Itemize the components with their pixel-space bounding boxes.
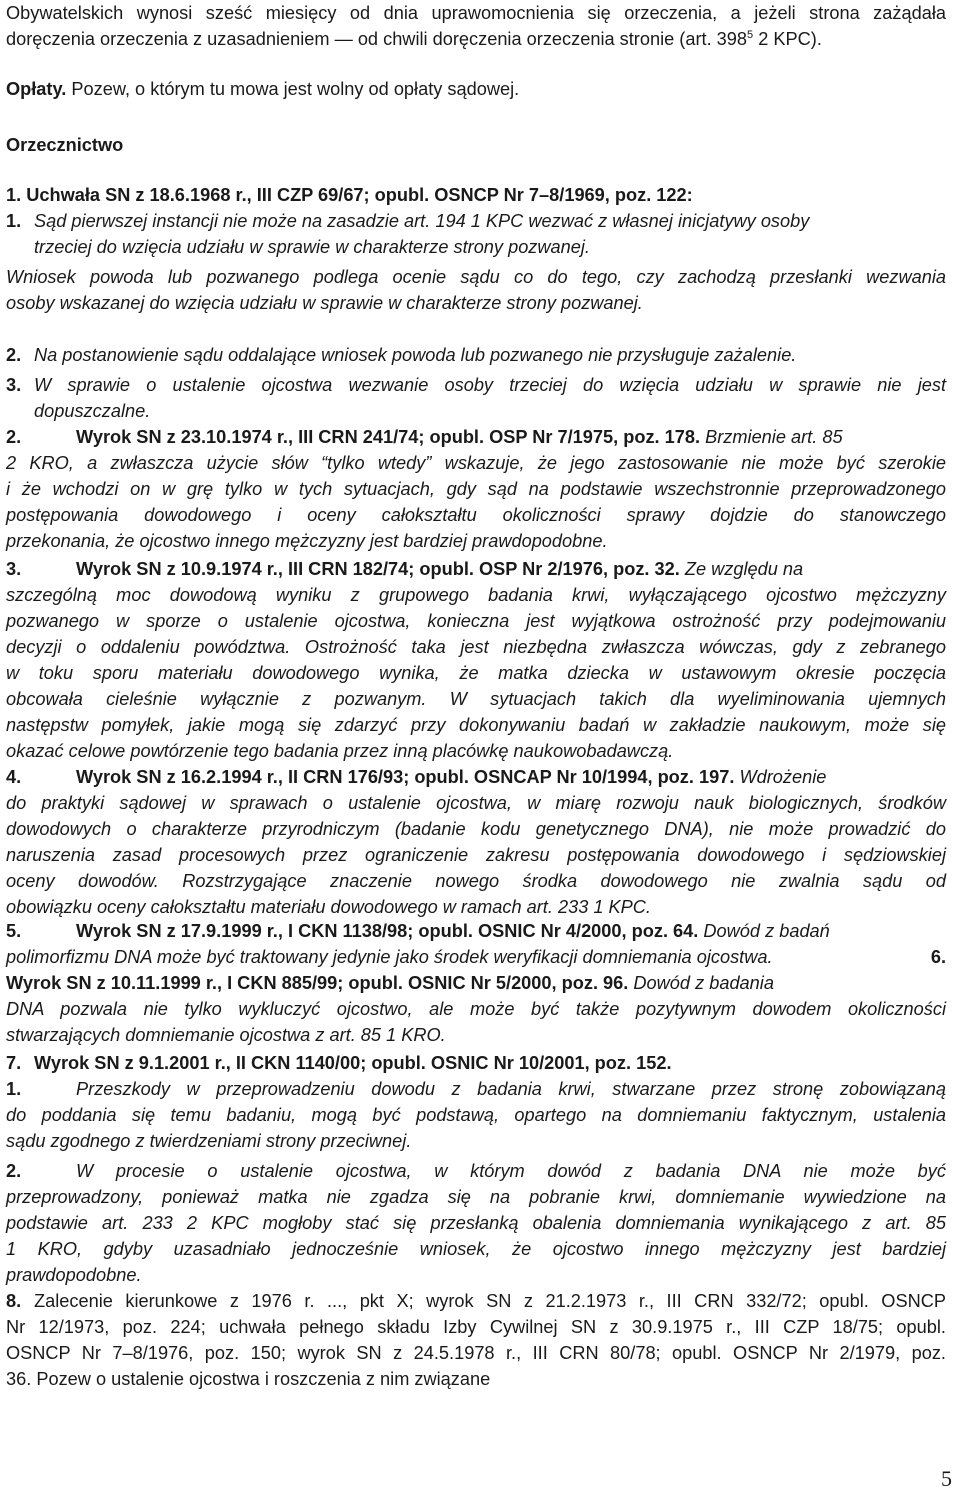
ruling-item: 1. Sąd pierwszej instancji nie może na zasadzie art. 194 1 KPC wezwać z własnej inicjatywy osoby	[6, 211, 810, 231]
text-line: obcowała cieleśnie wyłącznie z pozwanym. W sytuacjach takich dla wyeliminowania ujemnych	[6, 689, 946, 709]
text-line: następstw pomyłek, jakie mogą się zdarzyć przy dokonywaniu badań w zakładzie naukowym, może się	[6, 715, 946, 735]
text-line: OSNCP Nr 7–8/1976, poz. 150; wyrok SN z 24.5.1978 r., III CRN 80/78; opubl. OSNCP Nr 2/1979, poz.	[6, 1343, 946, 1363]
ruling-item: 2. Na postanowienie sądu oddalające wniosek powoda lub pozwanego nie przysługuje zażalenie.	[6, 345, 797, 365]
text-line: Obywatelskich wynosi sześć miesięcy od dnia uprawomocnienia się orzeczenia, a jeżeli strona zażądała	[6, 3, 946, 23]
ruling-heading: 1. Uchwała SN z 18.6.1968 r., III CZP 69/67; opubl. OSNCP Nr 7–8/1969, poz. 122:	[6, 185, 693, 205]
text-line: trzeciej do wzięcia udziału w sprawie w charakterze strony pozwanej.	[34, 237, 590, 257]
text-line: Wniosek powoda lub pozwanego podlega ocenie sądu co do tego, czy zachodzą przesłanki wezwania	[6, 267, 946, 287]
ruling-heading: 4. Wyrok SN z 16.2.1994 r., II CRN 176/93; opubl. OSNCAP Nr 10/1994, poz. 197. Wdrożenie	[6, 767, 827, 787]
ruling-heading: 3. Wyrok SN z 10.9.1974 r., III CRN 182/74; opubl. OSP Nr 2/1976, poz. 32. Ze względu na	[6, 559, 804, 579]
ruling-item: 1. Przeszkody w przeprowadzeniu dowodu z badania krwi, stwarzane przez stronę zobowiązaną	[6, 1079, 946, 1099]
text-line: dowodowych o charakterze przyrodniczym (badanie kodu genetycznego DNA), nie może prowadzić do	[6, 819, 946, 839]
text-line: sądu zgodnego z twierdzeniami strony przeciwnej.	[6, 1131, 412, 1151]
text-line: przekonania, że ojcostwo innego mężczyzny jest bardziej prawdopodobne.	[6, 531, 608, 551]
text-line: szczególną moc dowodową wyniku z grupowego badania krwi, wyłączającego ojcostwo mężczyzny	[6, 585, 946, 605]
text-line: do praktyki sądowej w sprawach o ustalenie ojcostwa, w miarę rozwoju nauk biologicznych, środków	[6, 793, 946, 813]
text-line: decyzji o oddaleniu powództwa. Ostrożność taka jest niezbędna zwłaszcza wówczas, gdy z zebranego	[6, 637, 946, 657]
text-line: osoby wskazanej do wzięcia udziału w sprawie w charakterze strony pozwanej.	[6, 293, 643, 313]
ruling-item: 2. W procesie o ustalenie ojcostwa, w którym dowód z badania DNA nie może być	[6, 1161, 946, 1181]
text-line: postępowania dowodowego i oceny całokształtu okoliczności sprawy dojdzie do stanowczego	[6, 505, 946, 525]
ruling-item: 3. W sprawie o ustalenie ojcostwa wezwanie osoby trzeciej do wzięcia udziału w sprawie nie jest	[6, 375, 946, 395]
text-line: obowiązku oceny całokształtu materiału dowodowego w ramach art. 233 1 KPC.	[6, 897, 651, 917]
text-line: do poddania się temu badaniu, mogą być podstawą, opartego na domniemaniu faktycznym, ustalenia	[6, 1105, 946, 1125]
ruling-heading: 5. Wyrok SN z 17.9.1999 r., I CKN 1138/98; opubl. OSNIC Nr 4/2000, poz. 64. Dowód z badań	[6, 921, 830, 941]
text-line: 1 KRO, gdyby uzasadniało jednocześnie wniosek, że ojcostwo innego mężczyzny jest bardziej	[6, 1239, 946, 1259]
text-line: Nr 12/1973, poz. 224; uchwała pełnego składu Izby Cywilnej SN z 30.9.1975 r., III CZP 18/75; opubl.	[6, 1317, 946, 1337]
text-line: i że wchodzi on w grę tylko w tych sytuacjach, gdy sąd na podstawie wszechstronnie przeprowadzonego	[6, 479, 946, 499]
ruling-item: 8. Zalecenie kierunkowe z 1976 r. ..., pkt X; wyrok SN z 21.2.1973 r., III CRN 332/72; opubl. OSNCP	[6, 1291, 946, 1311]
ruling-heading: 2. Wyrok SN z 23.10.1974 r., III CRN 241/74; opubl. OSP Nr 7/1975, poz. 178. Brzmienie art. 85	[6, 427, 843, 447]
text-line: podstawie art. 233 2 KPC mogłoby stać się przesłanką obalenia domniemania wynikającego z art. 85	[6, 1213, 946, 1233]
text-line: oceny dowodów. Rozstrzygające znaczenie nowego środka dowodowego nie zwalnia sądu od	[6, 871, 946, 891]
fees-paragraph: Opłaty. Pozew, o którym tu mowa jest wolny od opłaty sądowej.	[6, 79, 520, 99]
section-heading: Orzecznictwo	[6, 135, 124, 155]
text-line: polimorfizmu DNA może być traktowany jedynie jako środek weryfikacji domniemania ojcostwa. 6.	[6, 947, 946, 967]
ruling-heading: Wyrok SN z 10.11.1999 r., I CKN 885/99; opubl. OSNIC Nr 5/2000, poz. 96. Dowód z badania	[6, 973, 774, 993]
text-line: 36. Pozew o ustalenie ojcostwa i roszczenia z nim związane	[6, 1369, 491, 1389]
text-line: prawdopodobne.	[6, 1265, 142, 1285]
text-line: dopuszczalne.	[34, 401, 151, 421]
text-line: okazać celowe powtórzenie tego badania przez inną placówkę naukowobadawczą.	[6, 741, 674, 761]
text-line: naruszenia zasad procesowych przez ograniczenie zakresu postępowania dowodowego i sędziowskiej	[6, 845, 946, 865]
text-line: doręczenia orzeczenia z uzasadnieniem — od chwili doręczenia orzeczenia stronie (art. $398^5$ 2 KPC).	[6, 28, 822, 49]
page-number: 5	[941, 1466, 952, 1491]
text-line: 2 KRO, a zwłaszcza użycie słów “tylko wtedy” wskazuje, że jego zastosowanie nie może być szerokie	[6, 453, 946, 473]
ruling-heading: 7. Wyrok SN z 9.1.2001 r., II CKN 1140/00; opubl. OSNIC Nr 10/2001, poz. 152.	[6, 1053, 672, 1073]
text-line: przeprowadzony, ponieważ matka nie zgadza się na pobranie krwi, domniemanie wywiedzione na	[6, 1187, 946, 1207]
text-line: w toku sporu materiału dowodowego wynika, że matka dziecka w ustawowym okresie poczęcia	[6, 663, 946, 683]
text-line: DNA pozwala nie tylko wykluczyć ojcostwo, ale może być także pozytywnym dowodem okoliczności	[6, 999, 946, 1019]
text-line: stwarzających domniemanie ojcostwa z art. 85 1 KRO.	[6, 1025, 446, 1045]
text-line: pozwanego w sporze o ustalenie ojcostwa, konieczna jest wyjątkowa ostrożność przy podejmowaniu	[6, 611, 946, 631]
